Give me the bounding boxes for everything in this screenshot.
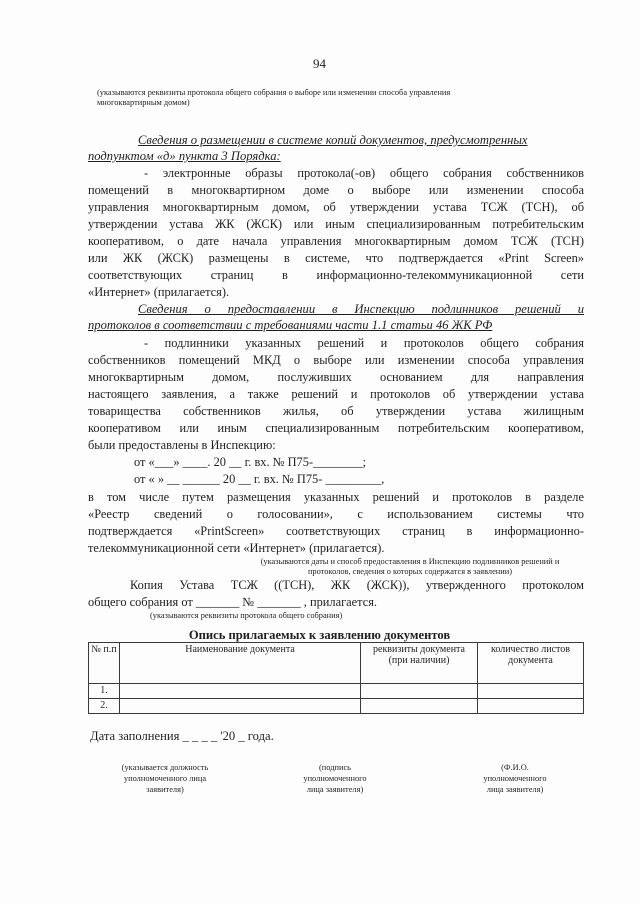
table-row xyxy=(89,699,584,714)
table-row xyxy=(89,684,584,699)
caption-line: многоквартирным домом) xyxy=(97,98,190,107)
section2-line: собственников помещений МКД о выборе или изменении способа управления xyxy=(88,353,584,367)
section2-heading-line2: протоколов в соответствии с требованиями части 1.1 статьи 46 ЖК РФ xyxy=(88,318,493,332)
caption-protocol-details xyxy=(97,88,597,108)
section2-line: товарищества собственников жилья, об утверждении устава жилищным xyxy=(88,404,584,418)
caption-line: (подпись xyxy=(319,763,351,772)
signature-caption-position xyxy=(100,762,230,795)
section1-line: - электронные образы протокола(-ов) общего собрания собственников xyxy=(144,166,584,180)
section2-heading-line1: Сведения о предоставлении в Инспекцию подлинников решений и xyxy=(138,302,584,316)
section2-caption xyxy=(190,557,630,577)
section2-line: телекоммуникационной сети «Интернет» (прилагается). xyxy=(88,541,385,555)
cell-details xyxy=(361,699,478,714)
section2-line: кооперативом или иным специализированным потребительским кооперативом, xyxy=(88,421,584,435)
charter-caption: (указываются реквизиты протокола общего собрания) xyxy=(150,611,343,620)
signature-caption-name xyxy=(460,762,570,795)
caption-line: (Ф.И.О. xyxy=(501,763,529,772)
col-sheets-header: количество листов документа xyxy=(478,643,584,684)
section1-heading-line2: подпунктом «д» пункта 3 Порядка: xyxy=(88,149,281,163)
page-number: 94 xyxy=(313,56,326,71)
caption-line: уполномоченного лица xyxy=(123,774,207,783)
section1-line: соответствующих страниц в информационно-телекоммуникационной сети xyxy=(88,268,584,282)
cell-name xyxy=(120,699,361,714)
caption-line: (указываются реквизиты протокола общего собрания о выборе или изменении способа управления xyxy=(97,88,451,97)
section1-line: или ЖК (ЖСК) размещены в системе, что подтверждается «Print Screen» xyxy=(88,251,584,265)
section2-line: «Реестр сведений о голосовании», с использованием системы что xyxy=(88,507,584,521)
caption-line: протоколов, сведения о которых содержатся в заявлении) xyxy=(307,567,513,576)
section1-line: помещений в многоквартирном доме о выборе или изменении способа xyxy=(88,183,584,197)
signature-caption-signature xyxy=(280,762,390,795)
cell-sheets xyxy=(478,684,584,699)
inventory-table xyxy=(88,642,584,714)
caption-line: лица заявителя) xyxy=(306,785,364,794)
caption-line: уполномоченного xyxy=(483,774,547,783)
section2-line: многоквартирным домом, послуживших основанием для направления xyxy=(88,370,584,384)
inventory-title: Опись прилагаемых к заявлению документов xyxy=(188,628,451,642)
submission-entry-1: от «___» ____. 20 __ г. вх. № П75-________; xyxy=(134,455,367,469)
row-number: 1. xyxy=(89,684,120,699)
section1-line: «Интернет» (прилагается). xyxy=(88,285,230,299)
caption-line: заявителя) xyxy=(146,785,184,794)
charter-line1: Копия Устава ТСЖ ((ТСН), ЖК (ЖСК)), утвержденного протоколом xyxy=(130,578,584,592)
fill-date-line: Дата заполнения _ _ _ _ '20 _ года. xyxy=(90,729,274,743)
col-number-header: № п.п xyxy=(89,643,120,684)
cell-name xyxy=(120,684,361,699)
submission-entry-2: от « » __ ______ 20 __ г. вх. № П75- _________, xyxy=(134,472,385,486)
cell-details xyxy=(361,684,478,699)
col-details-header: реквизиты документа (при наличии) xyxy=(361,643,478,684)
table-header-row xyxy=(89,643,584,684)
col-name-header: Наименование документа xyxy=(120,643,361,684)
section1-line: управления многоквартирным домом, об утверждении устава ТСЖ (ТСН), об xyxy=(88,200,584,214)
caption-line: (указываются даты и способ предоставления в Инспекцию подлинников решений и xyxy=(260,557,560,566)
section2-line: подтверждается «PrintScreen» соответствующих страниц в информационно- xyxy=(88,524,584,538)
caption-line: лица заявителя) xyxy=(486,785,544,794)
cell-sheets xyxy=(478,699,584,714)
section2-line: были предоставлены в Инспекцию: xyxy=(88,438,276,452)
section2-line: - подлинники указанных решений и протоколов общего собрания xyxy=(144,336,584,350)
section2-line: в том числе путем размещения указанных решений и протоколов в разделе xyxy=(88,490,584,504)
charter-line2: общего собрания от _______ № _______ , прилагается. xyxy=(88,595,378,609)
section1-line: кооперативом, о дате начала управления многоквартирным домом ТСЖ (ТСН) xyxy=(88,234,584,248)
section1-heading-line1: Сведения о размещении в системе копий документов, предусмотренных xyxy=(138,133,528,147)
caption-line: (указывается должность xyxy=(121,763,209,772)
section1-line: утверждении устава ЖК (ЖСК) или иным специализированным потребительским xyxy=(88,217,584,231)
caption-line: уполномоченного xyxy=(303,774,367,783)
row-number: 2. xyxy=(89,699,120,714)
section2-line: настоящего заявления, а также решений и протоколов об утверждении устава xyxy=(88,387,584,401)
